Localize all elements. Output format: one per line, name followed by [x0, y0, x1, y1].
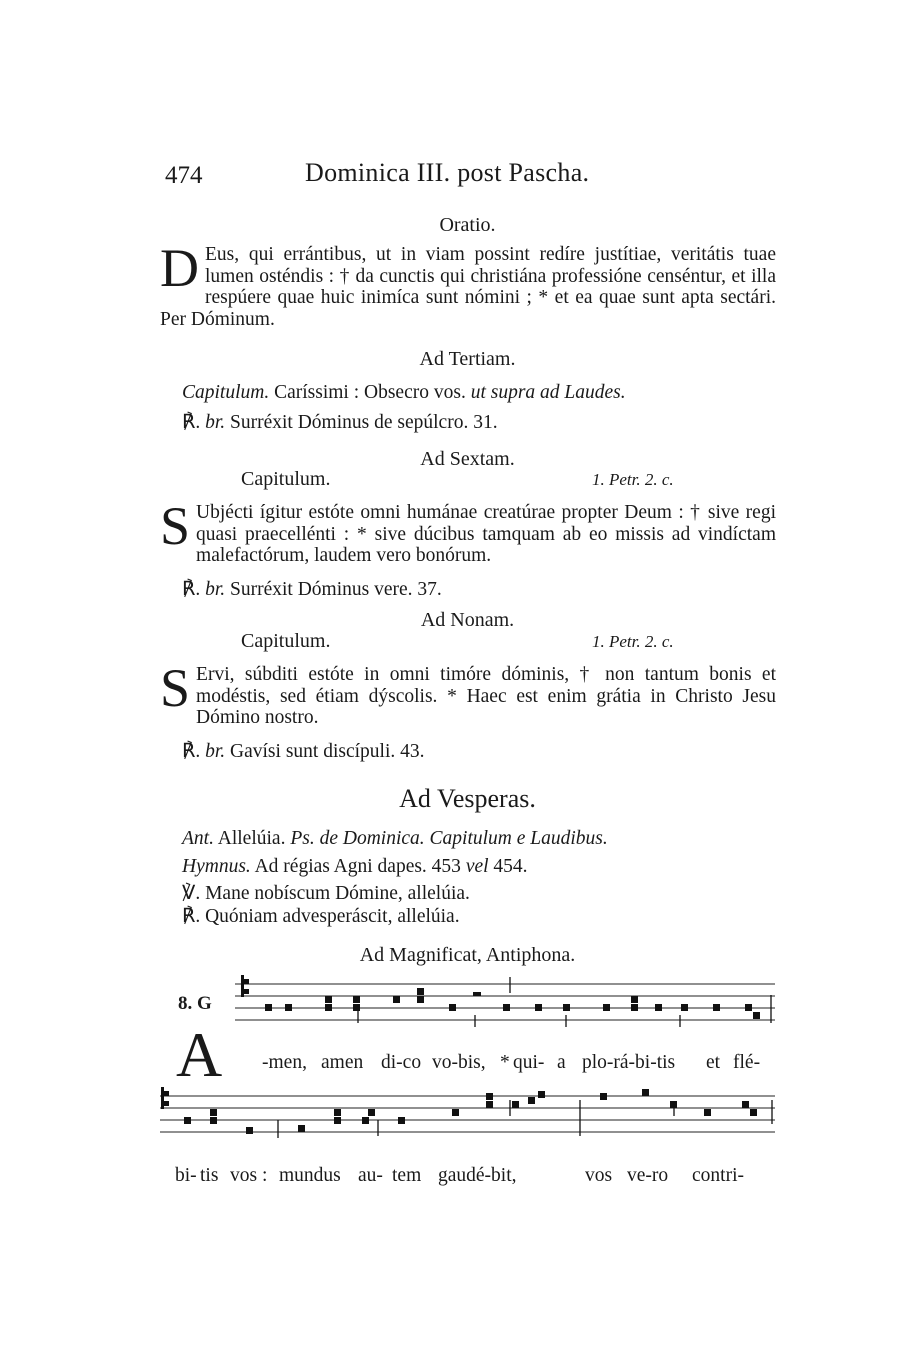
breve-label: br. [200, 412, 226, 433]
responsory-text: Surréxit Dóminus de sepúlcro. 31. [225, 412, 498, 433]
lyric-syllable: au- [358, 1165, 383, 1186]
chant-staff-1 [235, 975, 780, 1030]
lyric-syllable: vos : [230, 1165, 268, 1186]
chant-initial: A [176, 1019, 223, 1090]
sextam-text: Ubjécti ígitur estóte omni humánae creatúrae propter Deum : † sive regi quasi praecellénti : * sive dúcibus tamquam ab eo missis ad vindíctam malefactórum, laudem vero bonórum. [196, 502, 776, 566]
vesperas-heading: Ad Vesperas. [399, 784, 536, 813]
tertiam-responsory [182, 410, 498, 434]
response-text: Quóniam advesperáscit, allelúia. [200, 906, 460, 927]
versicle-line [182, 881, 470, 905]
neumes-staff-1 [265, 988, 760, 1019]
capitulum-label: Capitulum. [182, 382, 270, 403]
lyrics-line-1 [0, 1052, 900, 1078]
response-symbol: ℟. [182, 741, 201, 762]
lyric-syllable: ve-ro [627, 1165, 669, 1186]
vesperas-hymn-line [182, 856, 528, 878]
c-clef-icon [241, 975, 249, 997]
oratio-paragraph [160, 238, 776, 330]
nonam-reference: 1. Petr. 2. c. [592, 632, 674, 651]
lyric-syllable: gaudé-bit, [438, 1165, 517, 1186]
nonam-heading: Ad Nonam. [420, 609, 515, 631]
sextam-capitulum-label: Capitulum. [241, 468, 331, 490]
lyrics-line-2 [0, 1165, 900, 1191]
sextam-reference: 1. Petr. 2. c. [592, 470, 674, 489]
tertiam-capitulum-line [182, 382, 626, 404]
lyric-syllable: vo-bis, [432, 1052, 486, 1073]
lyric-syllable: plo-rá-bi-tis [582, 1052, 676, 1073]
lyric-syllable: vos [585, 1165, 613, 1186]
lyric-syllable: tem [392, 1165, 422, 1186]
chant-staff-2 [160, 1080, 780, 1140]
lyric-syllable: flé- [733, 1052, 761, 1073]
lyric-syllable: et [706, 1052, 721, 1073]
nonam-paragraph [160, 658, 776, 729]
lyric-syllable: qui- [513, 1052, 545, 1073]
c-clef-icon [161, 1087, 169, 1109]
sextam-heading: Ad Sextam. [420, 448, 515, 470]
nonam-text: Ervi, súbditi estóte in omni timóre dóminis, † non tantum bonis et modéstis, sed étiam dýscolis. * Haec est enim grátia in Christo Jesu Dómino nostro. [196, 664, 776, 728]
hymn-label: Hymnus. [182, 856, 251, 877]
lyric-syllable: bi- [175, 1165, 197, 1186]
dropcap-s: S [160, 658, 191, 718]
antiphon-label: Ant. [182, 828, 214, 849]
hymn-vel: vel [465, 856, 489, 877]
responsory-text: Surréxit Dóminus vere. 37. [225, 579, 442, 600]
mode-label: 8. G [178, 993, 212, 1014]
response-symbol: ℟. [182, 906, 201, 927]
capitulum-text: Caríssimi : Obsecro vos. [269, 382, 471, 403]
lyric-asterisk: * [500, 1052, 510, 1073]
responsory-text: Gavísi sunt discípuli. 43. [225, 741, 425, 762]
page-number: 474 [165, 162, 203, 189]
dropcap-d: D [160, 238, 199, 298]
vesperas-antiphon-line [182, 828, 608, 850]
versicle-text: Mane nobíscum Dómine, allelúia. [200, 883, 470, 904]
lyric-syllable: contri- [692, 1165, 744, 1186]
tertiam-heading: Ad Tertiam. [419, 348, 516, 370]
lyric-syllable: -men, [262, 1052, 307, 1073]
response-line [182, 904, 460, 928]
lyric-syllable: a [557, 1052, 566, 1073]
oratio-text: Eus, qui errántibus, ut in viam possint redíre justítiae, veritátis tuae lumen osténdis : † da cunctis qui christiána professióne censéntur, et illa respúere quae huic inimíca sunt nómini ; * et ea quae sunt apta sectári. Per Dóminum. [160, 244, 776, 330]
hymn-number: 454. [488, 856, 528, 877]
lyric-syllable: di-co [381, 1052, 422, 1073]
oratio-heading: Oratio. [439, 214, 496, 236]
magnificat-heading: Ad Magnificat, Antiphona. [359, 944, 576, 966]
nonam-capitulum-label: Capitulum. [241, 630, 331, 652]
response-symbol: ℟. [182, 579, 201, 600]
breve-label: br. [200, 741, 226, 762]
sextam-responsory [182, 577, 442, 601]
dropcap-s: S [160, 496, 191, 556]
hymn-text: Ad régias Agni dapes. 453 [250, 856, 466, 877]
lyric-syllable: amen [321, 1052, 364, 1073]
lyric-syllable: mundus [279, 1165, 341, 1186]
nonam-responsory [182, 739, 425, 763]
capitulum-ref: ut supra ad Laudes. [470, 382, 626, 403]
response-symbol: ℟. [182, 412, 201, 433]
antiphon-ref: Ps. de Dominica. Capitulum e Laudibus. [290, 828, 608, 849]
sextam-paragraph [160, 496, 776, 567]
running-title: Dominica III. post Pascha. [305, 158, 590, 187]
versicle-symbol: ℣. [182, 883, 201, 904]
lyric-syllable: tis [200, 1165, 219, 1186]
antiphon-text: Allelúia. [213, 828, 291, 849]
breve-label: br. [200, 579, 226, 600]
